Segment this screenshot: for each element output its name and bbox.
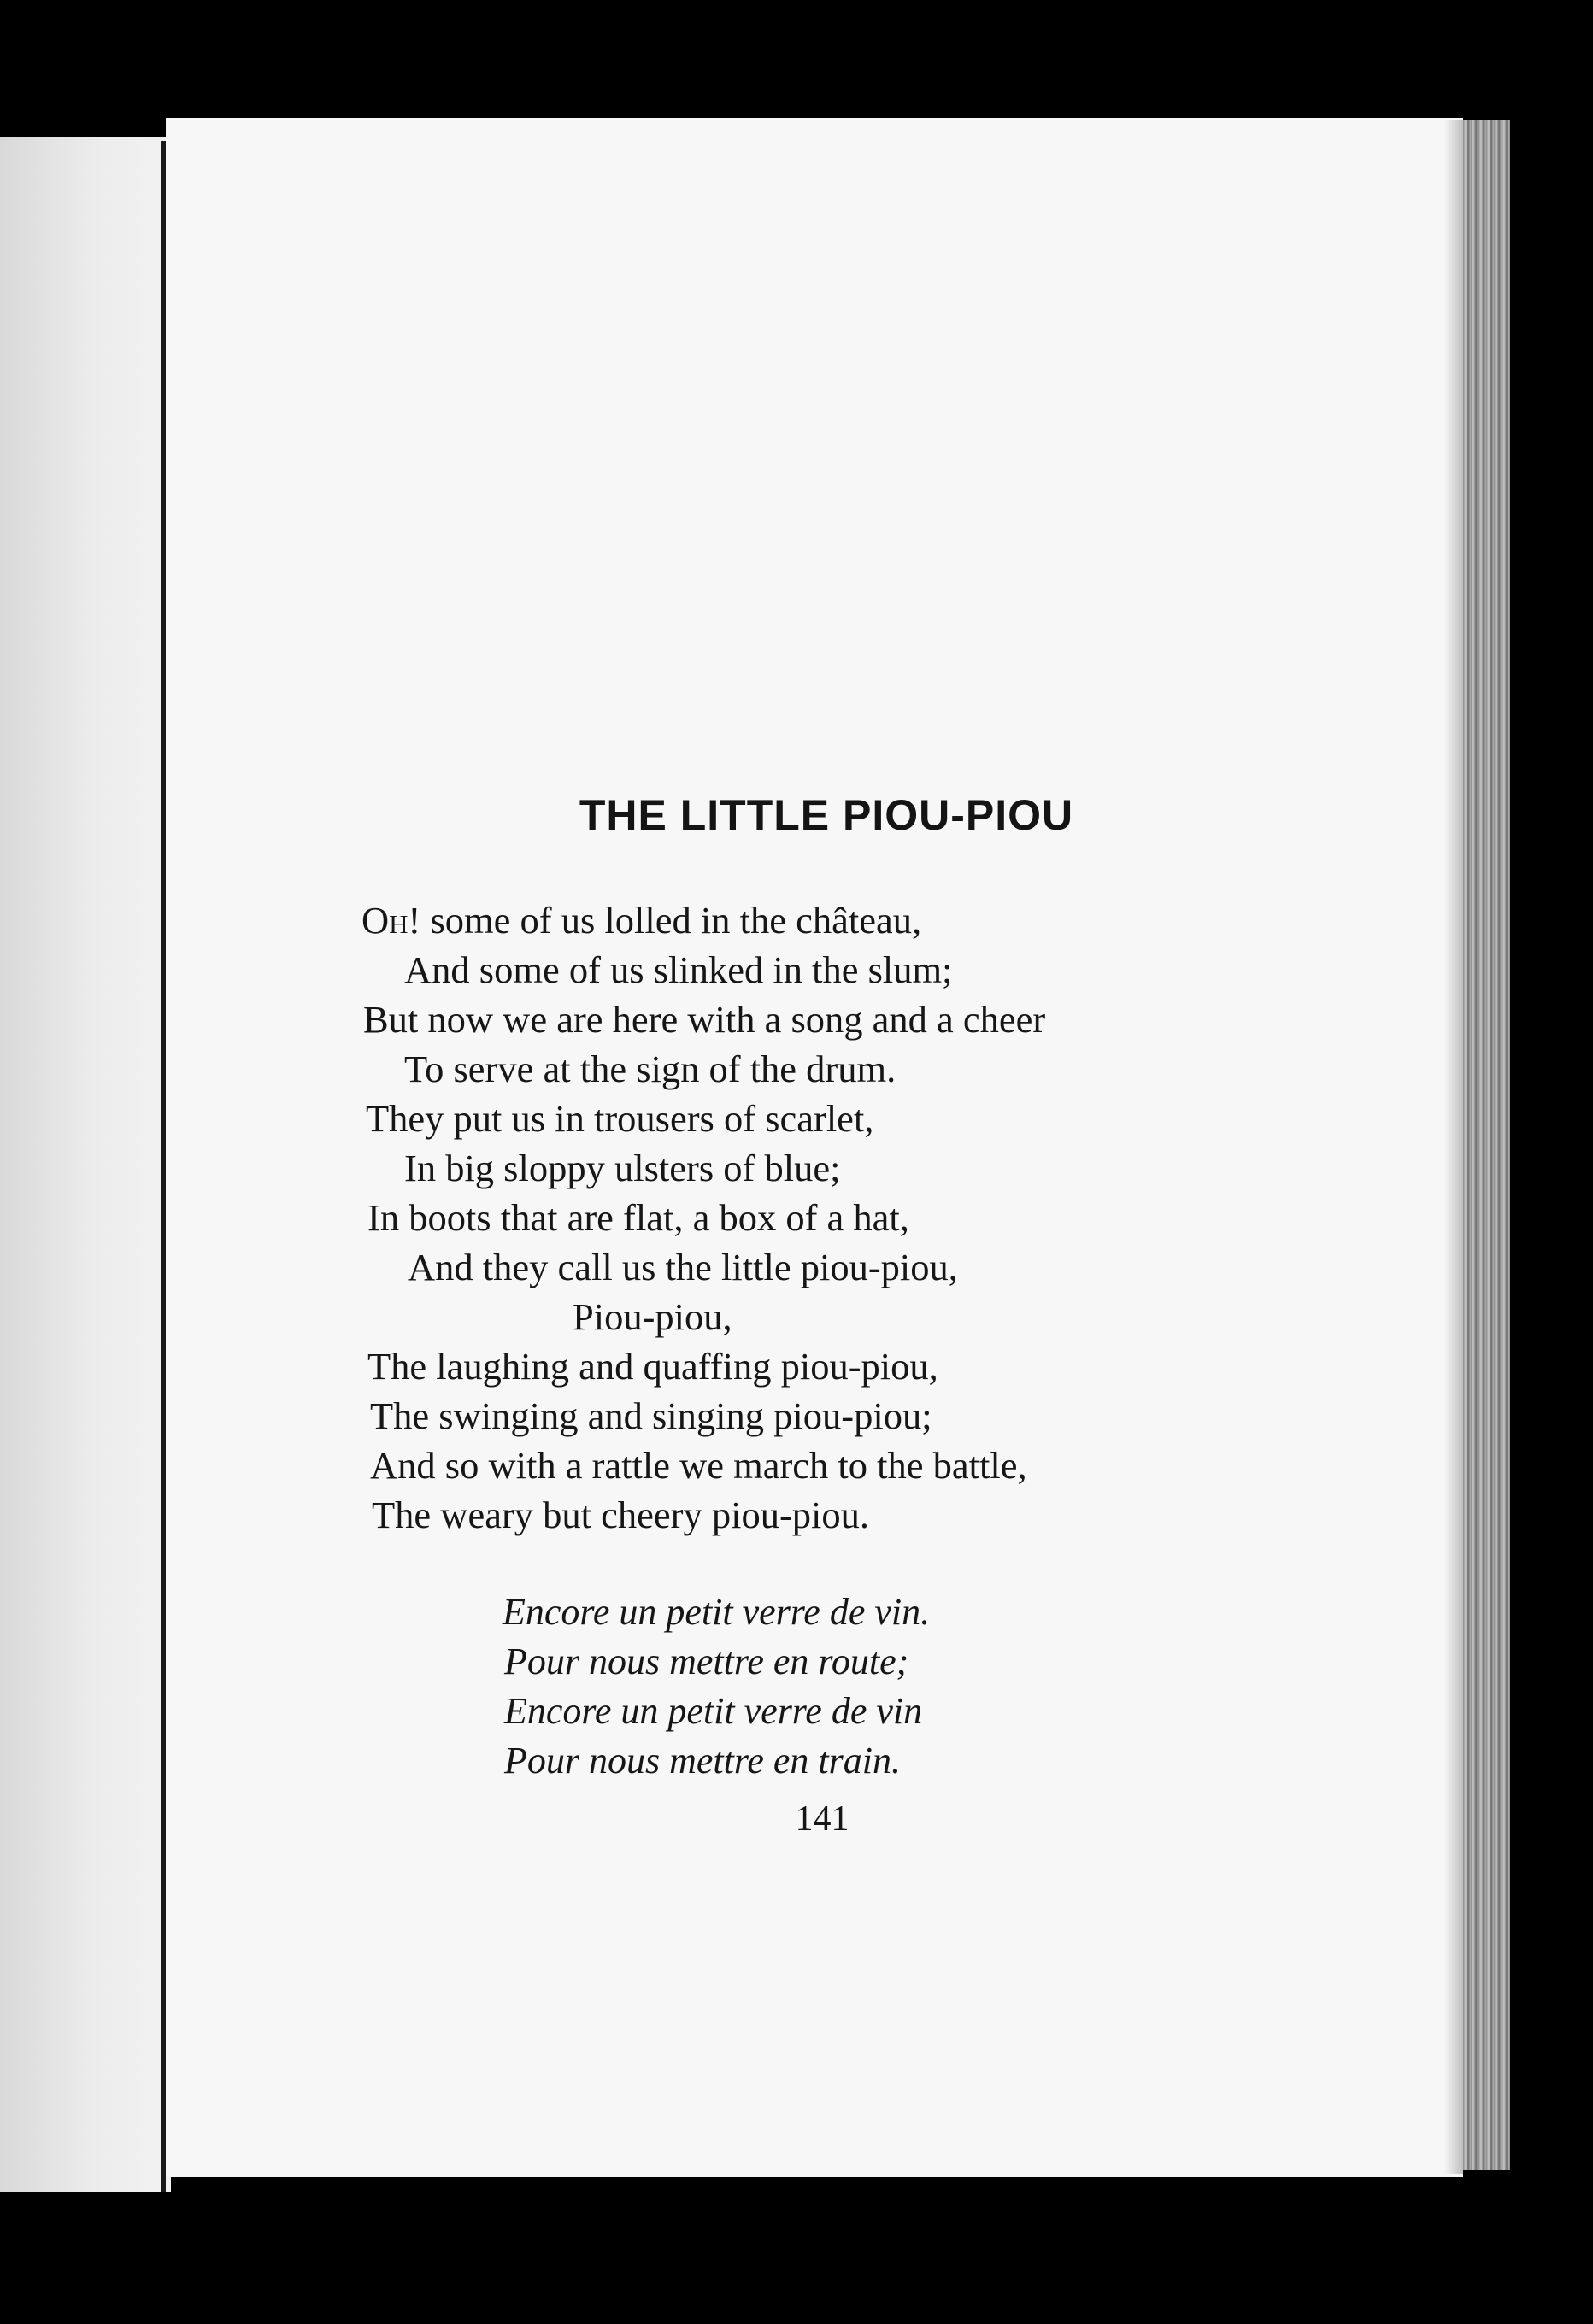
facing-page: [0, 137, 171, 2192]
poem-line: Piou-piou,: [573, 1295, 732, 1338]
page-number: 141: [795, 1799, 849, 1839]
refrain-line: Pour nous mettre en route;: [504, 1640, 909, 1682]
refrain-line: Pour nous mettre en train.: [504, 1740, 901, 1781]
book-page-edges: [1463, 120, 1510, 2170]
poem-line: But now we are here with a song and a cheer: [363, 998, 1046, 1041]
refrain-line: Encore un petit verre de vin.: [503, 1591, 931, 1633]
poem-line: [362, 901, 921, 940]
poem-line: To serve at the sign of the drum.: [404, 1048, 896, 1090]
poem-line: The swinging and singing piou-piou;: [370, 1394, 932, 1437]
page-edge-shadow: [1444, 120, 1465, 2174]
refrain-line: Encore un petit verre de vin: [504, 1690, 923, 1732]
poem-line: The laughing and quaffing piou-piou,: [367, 1345, 938, 1388]
poem-line: And so with a rattle we march to the battle,: [370, 1444, 1027, 1487]
poem-line: And some of us slinked in the slum;: [404, 948, 953, 991]
poem-line: And they call us the little piou-piou,: [408, 1246, 958, 1288]
poem-line: In big sloppy ulsters of blue;: [404, 1147, 841, 1189]
poem-title: THE LITTLE PIOU-PIOU: [579, 791, 1074, 839]
poem-line: They put us in trousers of scarlet,: [366, 1097, 874, 1140]
poem-first-word: Oh: [362, 899, 409, 942]
poem-line: The weary but cheery piou-piou.: [372, 1494, 869, 1536]
poem-line: In boots that are flat, a box of a hat,: [367, 1196, 909, 1239]
poem-line-text: ! some of us lolled in the château,: [408, 899, 922, 942]
